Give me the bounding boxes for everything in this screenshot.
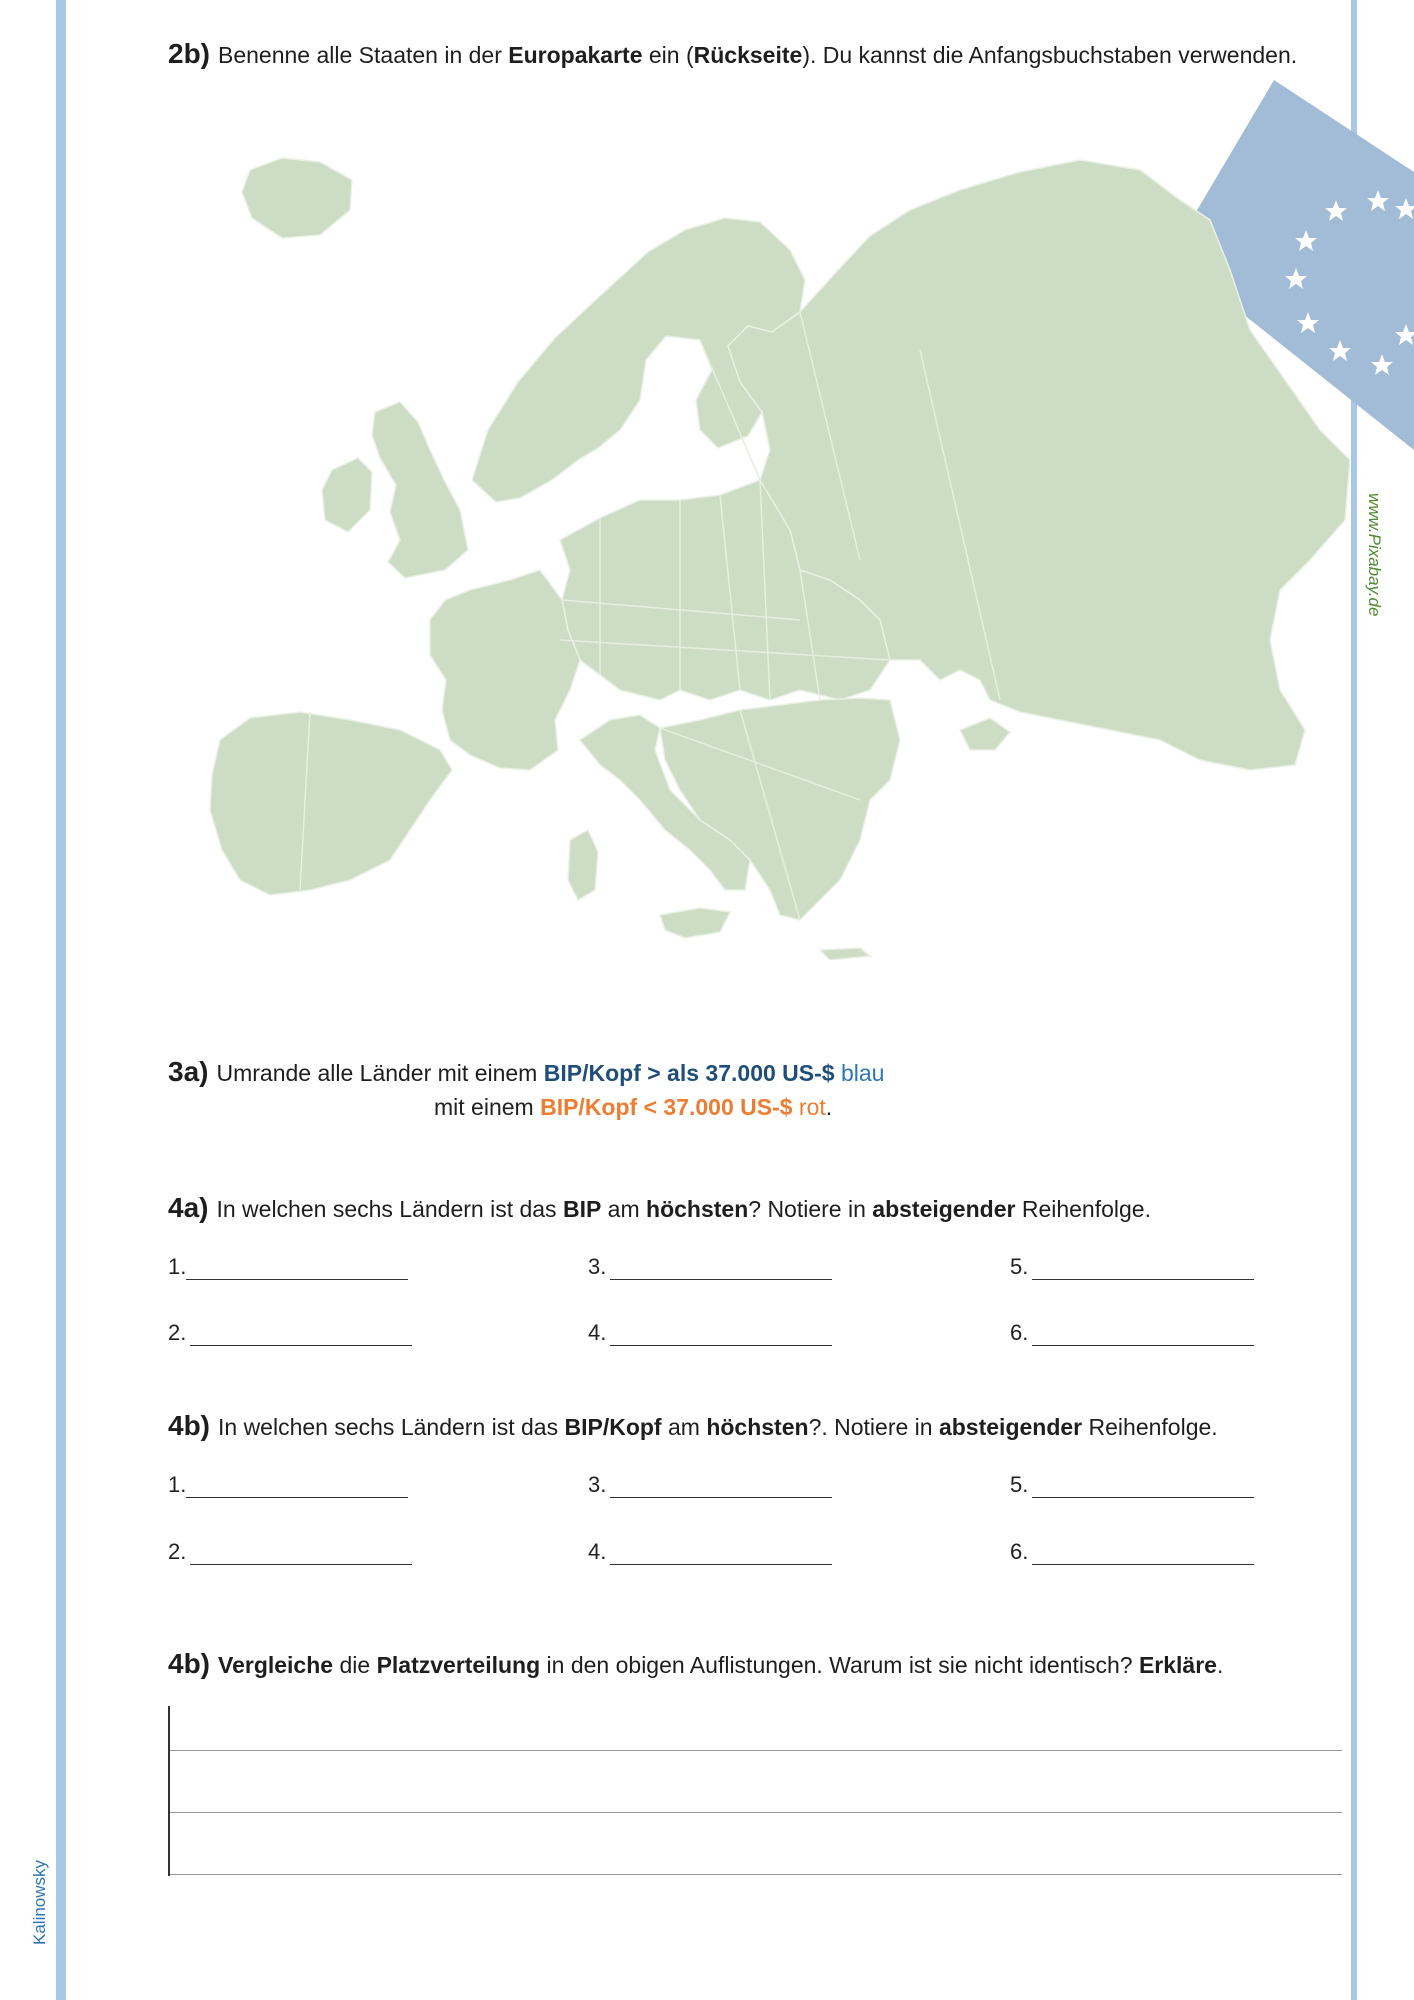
writing-line[interactable] [170,1874,1342,1875]
task-number: 4b) [168,1410,210,1441]
answer-line[interactable] [186,1475,408,1498]
europe-map-image [100,100,1360,960]
answer-slot-4b-2[interactable]: 2. [168,1539,412,1565]
answer-line[interactable] [186,1257,408,1280]
answer-line[interactable] [1032,1542,1254,1565]
answer-slot-4b-1[interactable]: 1. [168,1472,408,1498]
answer-writing-area[interactable] [168,1706,1342,1876]
answer-slot-4a-6[interactable]: 6. [1010,1320,1254,1346]
left-margin-bar [56,0,66,2000]
answer-line[interactable] [190,1542,412,1565]
answer-slot-4b-3[interactable]: 3. [588,1472,832,1498]
answer-slot-4a-4[interactable]: 4. [588,1320,832,1346]
task-2b-heading: 2b) Benenne alle Staaten in der Europakarte ein (Rückseite). Du kannst die Anfangsbuchstaben verwenden. [168,38,1298,69]
answer-line[interactable] [1032,1475,1254,1498]
answer-line[interactable] [610,1257,832,1280]
writing-line[interactable] [170,1812,1342,1813]
answer-slot-4b-4[interactable]: 4. [588,1539,832,1565]
task-3a-second-line: mit einem BIP/Kopf < 37.000 US-$ rot. [434,1094,833,1120]
task-4b-heading: 4b) In welchen sechs Ländern ist das BIP/Kopf am höchsten?. Notiere in absteigender Reihenfolge. [168,1410,1218,1441]
answer-line[interactable] [1032,1257,1254,1280]
task-4b-compare-heading: 4b) Vergleiche die Platzverteilung in den obigen Auflistungen. Warum ist sie nicht identisch? Erkläre. [168,1648,1224,1679]
task-number: 4a) [168,1192,209,1223]
author-label: Kalinowsky [30,1859,49,1945]
answer-line[interactable] [610,1323,832,1346]
answer-slot-4a-3[interactable]: 3. [588,1254,832,1280]
answer-line[interactable] [1032,1323,1254,1346]
task-4a-heading: 4a) In welchen sechs Ländern ist das BIP am höchsten? Notiere in absteigender Reihenfolge. [168,1192,1151,1223]
answer-line[interactable] [610,1475,832,1498]
answer-line[interactable] [190,1323,412,1346]
answer-slot-4b-5[interactable]: 5. [1010,1472,1254,1498]
answer-slot-4a-5[interactable]: 5. [1010,1254,1254,1280]
writing-line[interactable] [170,1750,1342,1751]
answer-slot-4a-1[interactable]: 1. [168,1254,408,1280]
task-number: 2b) [168,38,210,69]
answer-slot-4a-2[interactable]: 2. [168,1320,412,1346]
task-number: 4b) [168,1648,210,1679]
image-credit: www.Pixabay.de [1365,493,1384,617]
task-number: 3a) [168,1056,209,1087]
task-3a-heading: 3a) Umrande alle Länder mit einem BIP/Kopf > als 37.000 US-$ blau [168,1056,885,1087]
answer-slot-4b-6[interactable]: 6. [1010,1539,1254,1565]
answer-line[interactable] [610,1542,832,1565]
